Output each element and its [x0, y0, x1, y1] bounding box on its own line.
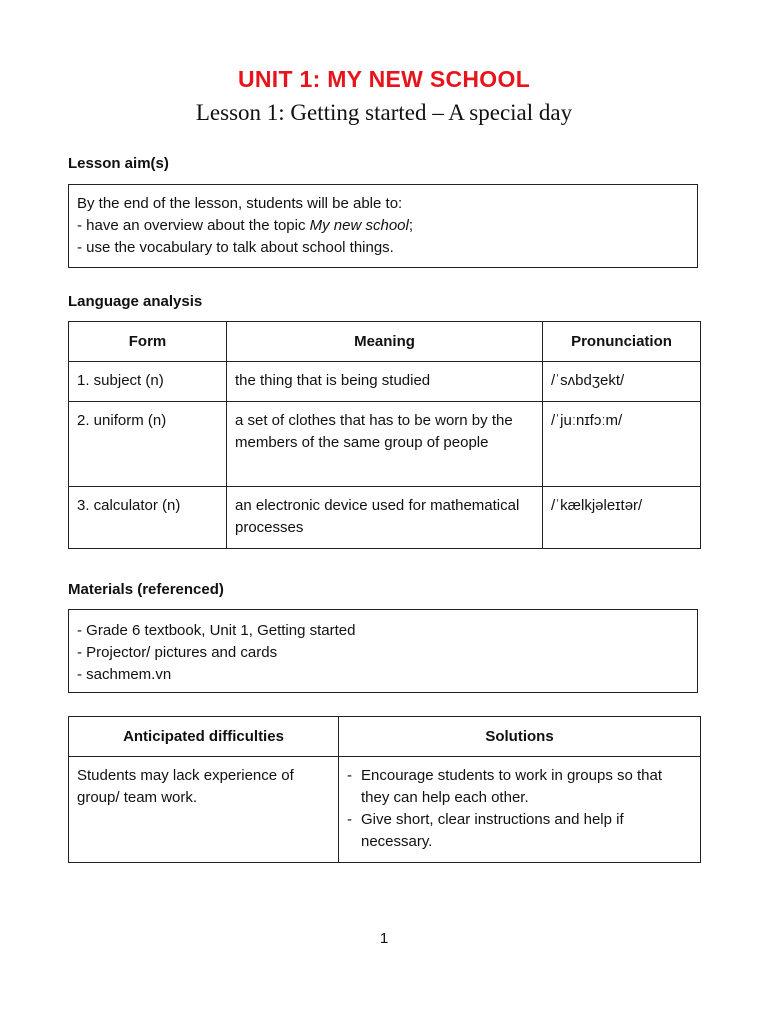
list-item: [347, 809, 692, 853]
solution-text: Give short, clear instructions and help if necessary.: [361, 811, 624, 850]
materials-item: - sachmem.vn: [77, 666, 172, 683]
lesson-aims-item-1: [77, 215, 689, 237]
lesson-aims-box: [68, 184, 698, 268]
table-header-row: [69, 322, 701, 362]
table-row: [69, 362, 701, 402]
materials-heading: Materials (referenced): [68, 581, 224, 598]
dash-marker: -: [347, 811, 352, 828]
solution-text: Encourage students to work in groups so that they can help each other.: [361, 767, 663, 806]
column-header-meaning: Meaning: [227, 322, 543, 362]
table-row: [69, 487, 701, 549]
column-header-form: Form: [69, 322, 227, 362]
lesson-aims-item-1-prefix: - have an overview about the topic: [77, 217, 310, 234]
materials-box: [68, 609, 698, 693]
difficulty-cell: Students may lack experience of group/ team work.: [69, 757, 339, 863]
table-row: [69, 402, 701, 487]
list-item: [347, 765, 692, 809]
lesson-aims-item-1-suffix: ;: [408, 217, 414, 234]
form-cell: 3. calculator (n): [69, 487, 227, 549]
table-row: [69, 757, 701, 863]
pronunciation-cell: /ˈkælkjəleɪtər/: [543, 487, 701, 549]
unit-title: UNIT 1: MY NEW SCHOOL: [237, 66, 531, 92]
pronunciation-cell: /ˈjuːnɪfɔːm/: [543, 402, 701, 487]
language-analysis-heading: Language analysis: [68, 293, 203, 310]
dash-marker: -: [347, 767, 352, 784]
lesson-aims-intro: By the end of the lesson, students will be able to:: [77, 195, 403, 212]
lesson-aims-topic: My new school: [309, 217, 409, 234]
lesson-title: Lesson 1: Getting started – A special day: [195, 100, 573, 125]
column-header-difficulties: Anticipated difficulties: [69, 717, 339, 757]
meaning-cell: the thing that is being studied: [227, 362, 543, 402]
pronunciation-cell: /ˈsʌbdʒekt/: [543, 362, 701, 402]
solutions-cell: [339, 757, 701, 863]
form-cell: 1. subject (n): [69, 362, 227, 402]
language-analysis-table: [68, 321, 701, 549]
materials-item: - Grade 6 textbook, Unit 1, Getting started: [77, 622, 356, 639]
column-header-solutions: Solutions: [339, 717, 701, 757]
lesson-aims-heading: Lesson aim(s): [68, 155, 169, 172]
page-number: 1: [379, 930, 389, 947]
lesson-aims-item-2: - use the vocabulary to talk about school things.: [77, 239, 394, 256]
form-cell: 2. uniform (n): [69, 402, 227, 487]
column-header-pronunciation: Pronunciation: [543, 322, 701, 362]
materials-item: - Projector/ pictures and cards: [77, 644, 278, 661]
difficulties-table: [68, 716, 701, 863]
table-header-row: [69, 717, 701, 757]
meaning-cell: an electronic device used for mathematical processes: [227, 487, 543, 549]
meaning-cell: a set of clothes that has to be worn by the members of the same group of people: [227, 402, 543, 487]
